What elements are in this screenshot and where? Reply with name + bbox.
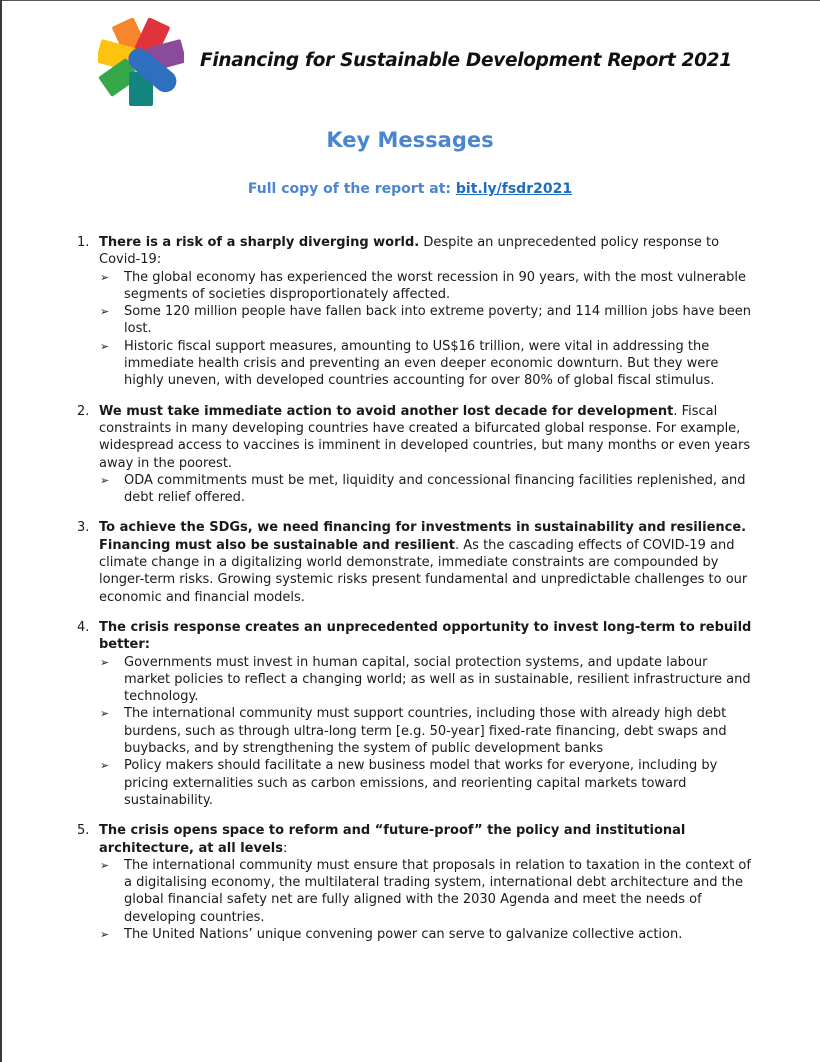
arrow-bullet-icon: ➢ [100, 707, 110, 721]
bullet-text: Historic fiscal support measures, amounting to US$16 trillion, were vital in addressing the immediate health crisis and preventing an even deeper economic downturn. But they were highly uneven, with developed countries accounting for over 80% of global fiscal stimulus. [124, 338, 719, 389]
fsdr-logo-icon [98, 18, 184, 106]
message-heading: To achieve the SDGs, we need financing for investments in sustainability and resilience. Financing must also be sustainable and resilient [99, 520, 747, 553]
key-messages-list [74, 234, 754, 956]
bullet-item [99, 857, 754, 926]
page-frame-top [0, 0, 820, 1]
message-text: . Fiscal constraints in many developing countries have created a bifurcated global response. For example, widespread access to vaccines is imminent in developed countries, but many months or even years away in the poorest. [99, 403, 751, 471]
full-copy-line [0, 181, 820, 197]
page-frame-left [0, 0, 2, 1062]
key-messages-heading: Key Messages [326, 128, 494, 152]
message-heading: The crisis response creates an unprecedented opportunity to invest long-term to rebuild better: [99, 619, 752, 653]
bullet-item [99, 269, 754, 304]
message-item-1 [74, 234, 754, 390]
message-number: 3. [77, 520, 90, 536]
message-number: 4. [77, 619, 90, 635]
bullet-text: Some 120 million people have fallen back into extreme poverty; and 114 million jobs have been lost. [124, 304, 751, 337]
arrow-bullet-icon: ➢ [100, 655, 110, 669]
bullet-item [99, 303, 754, 338]
message-text: Despite an unprecedented policy response to Covid-19: [99, 235, 720, 268]
bullet-item [99, 338, 754, 390]
message-heading: The crisis opens space to reform and “future-proof” the policy and institutional architecture, at all levels [99, 823, 686, 856]
message-item-3 [74, 519, 754, 605]
message-number: 2. [77, 403, 90, 419]
bullet-text: Governments must invest in human capital, social protection systems, and update labour market policies to reflect a changing world; as well as in sustainable, resilient infrastructure and technology. [124, 654, 751, 705]
bullet-text: The United Nations’ unique convening power can serve to galvanize collective action. [124, 926, 683, 942]
bullet-text: ODA commitments must be met, liquidity and concessional financing facilities replenished, and debt relief offered. [124, 472, 746, 506]
message-heading: There is a risk of a sharply diverging world. [99, 235, 420, 250]
message-text: : [282, 840, 288, 856]
message-number: 5. [77, 823, 90, 839]
bullet-item [99, 757, 754, 809]
arrow-bullet-icon: ➢ [100, 339, 110, 353]
report-title: Financing for Sustainable Development Report 2021 [200, 50, 732, 71]
message-item-2 [74, 403, 754, 507]
report-link[interactable]: bit.ly/fsdr2021 [455, 181, 573, 197]
arrow-bullet-icon: ➢ [100, 270, 110, 284]
arrow-bullet-icon: ➢ [100, 927, 110, 941]
bullet-item [99, 705, 754, 757]
message-item-4 [74, 619, 754, 809]
bullet-item [99, 472, 754, 507]
message-heading: We must take immediate action to avoid another lost decade for development [99, 403, 674, 419]
message-number: 1. [77, 235, 90, 250]
message-text: . As the cascading effects of COVID-19 and climate change in a digitalizing world demonstrate, immediate constraints are compounded by longer-term risks. Growing systemic risks present fundamental and unpredictable challenges to our economic and financial models. [99, 537, 748, 605]
bullet-text: The international community must support countries, including those with already high debt burdens, such as through ultra-long term [e.g. 50-year] fixed-rate financing, debt swaps and buybacks, and by strengthening the system of public development banks [124, 706, 727, 757]
arrow-bullet-icon: ➢ [100, 858, 110, 872]
full-copy-label: Full copy of the report at: [247, 181, 456, 197]
arrow-bullet-icon: ➢ [100, 473, 110, 487]
arrow-bullet-icon: ➢ [100, 759, 110, 773]
arrow-bullet-icon: ➢ [100, 305, 110, 319]
bullet-text: The global economy has experienced the worst recession in 90 years, with the most vulnerable segments of societies disproportionately affected. [124, 269, 746, 302]
message-item-5 [74, 822, 754, 943]
bullet-item [99, 926, 754, 943]
bullet-text: Policy makers should facilitate a new business model that works for everyone, including by pricing externalities such as carbon emissions, and reorienting capital markets toward sustainability. [124, 758, 718, 808]
bullet-item [99, 654, 754, 706]
bullet-text: The international community must ensure that proposals in relation to taxation in the context of a digitalising economy, the multilateral trading system, international debt architecture and the global financial safety net are fully aligned with the 2030 Agenda and meet the needs of developing countries. [124, 857, 751, 925]
